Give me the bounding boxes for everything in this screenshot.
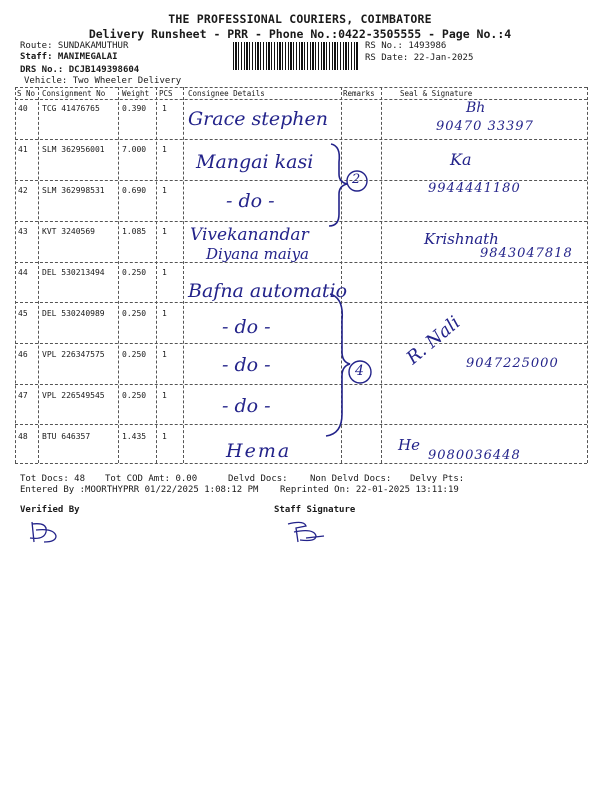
row-rule	[15, 302, 587, 303]
handwritten-phone: 9080036448	[428, 448, 521, 463]
signature-initials: He	[398, 436, 420, 454]
row-rule	[15, 139, 587, 140]
row-sno: 42	[18, 186, 28, 195]
staff-signature-icon	[284, 518, 328, 546]
rs-number: RS No.: 1493986	[365, 41, 447, 51]
signature-name: Krishnath	[424, 230, 499, 248]
table-header-rule	[15, 99, 587, 100]
row-pcs: 1	[162, 391, 167, 400]
grid-line	[156, 87, 157, 463]
table-bottom-rule	[15, 463, 587, 464]
row-pcs: 1	[162, 227, 167, 236]
verifier-signature-icon	[26, 518, 66, 546]
drs-barcode	[233, 42, 358, 70]
signature-initials: Bh	[466, 100, 486, 116]
signature-initials: Ka	[450, 150, 472, 169]
row-sno: 44	[18, 268, 28, 277]
row-weight: 7.000	[122, 145, 147, 154]
row-sno: 43	[18, 227, 28, 236]
row-rule	[15, 384, 587, 385]
row-consignment: SLM 362956001	[42, 145, 105, 154]
grid-line	[15, 87, 16, 463]
non-delivered-docs: Non Delvd Docs:	[310, 474, 392, 484]
row-consignment: DEL 530240989	[42, 309, 105, 318]
handwritten-consignee: Grace stephen	[188, 108, 329, 130]
grid-line	[183, 87, 184, 463]
row-pcs: 1	[162, 145, 167, 154]
handwritten-consignee: Hema	[226, 440, 292, 462]
col-header-consignment: Consignment No	[42, 89, 106, 98]
col-header-weight: Weight	[122, 89, 150, 98]
handwritten-consignee: - do -	[222, 354, 271, 376]
handwritten-consignee: Mangai kasi	[196, 151, 314, 173]
signature-name: R. Nali	[402, 312, 465, 369]
row-weight: 0.250	[122, 268, 147, 277]
handwritten-phone: 9047225000	[466, 356, 559, 371]
row-pcs: 1	[162, 432, 167, 441]
vehicle-label: Vehicle: Two Wheeler Delivery	[24, 76, 182, 86]
row-weight: 1.085	[122, 227, 147, 236]
route-label: Route: SUNDAKAMUTHUR	[20, 41, 129, 51]
row-consignment: VPL 226549545	[42, 391, 105, 400]
total-docs: Tot Docs: 48	[20, 474, 86, 484]
row-pcs: 1	[162, 104, 167, 113]
row-rule	[15, 221, 587, 222]
handwritten-consignee: Diyana maiya	[206, 245, 309, 263]
row-consignment: SLM 362998531	[42, 186, 105, 195]
company-title: THE PROFESSIONAL COURIERS, COIMBATORE	[168, 12, 432, 26]
row-consignment: VPL 226347575	[42, 350, 105, 359]
table-top-rule	[15, 87, 587, 88]
col-header-remarks: Remarks	[343, 89, 375, 98]
row-sno: 48	[18, 432, 28, 441]
col-header-signature: Seal & Signature	[400, 89, 473, 98]
handwritten-consignee: Bafna automatio	[188, 280, 348, 302]
reprinted-on: Reprinted On: 22-01-2025 13:11:19	[280, 485, 459, 495]
row-pcs: 1	[162, 309, 167, 318]
row-weight: 0.250	[122, 350, 147, 359]
handwritten-consignee: - do -	[226, 190, 275, 212]
verified-by-label: Verified By	[20, 505, 80, 515]
col-header-sno: S No	[17, 89, 36, 98]
staff-label: Staff: MANIMEGALAI	[20, 52, 118, 62]
row-consignment: DEL 530213494	[42, 268, 105, 277]
row-rule	[15, 343, 587, 344]
row-weight: 0.390	[122, 104, 147, 113]
row-weight: 1.435	[122, 432, 147, 441]
row-rule	[15, 424, 587, 425]
row-sno: 45	[18, 309, 28, 318]
handwritten-phone: 9944441180	[428, 181, 521, 196]
grid-line	[38, 87, 39, 463]
row-sno: 46	[18, 350, 28, 359]
handwritten-phone: 9843047818	[480, 246, 573, 261]
rs-date: RS Date: 22-Jan-2025	[365, 53, 474, 63]
row-consignment: TCG 41476765	[42, 104, 100, 113]
group-mark-number: 4	[355, 363, 364, 379]
runsheet-subtitle: Delivery Runsheet - PRR - Phone No.:0422-3505555 - Page No.:4	[88, 27, 512, 41]
row-consignment: BTU 646357	[42, 432, 91, 441]
delivered-docs: Delvd Docs:	[228, 474, 288, 484]
drs-number: DRS No.: DCJB149398604	[20, 65, 140, 75]
grid-line	[118, 87, 119, 463]
group-mark-number: 2	[352, 172, 361, 187]
row-pcs: 1	[162, 186, 167, 195]
row-pcs: 1	[162, 350, 167, 359]
row-pcs: 1	[162, 268, 167, 277]
row-consignment: KVT 3240569	[42, 227, 95, 236]
staff-signature-label: Staff Signature	[274, 505, 356, 515]
row-weight: 0.690	[122, 186, 147, 195]
handwritten-phone: 90470 33397	[436, 119, 534, 134]
handwritten-consignee: Vivekanandar	[190, 225, 309, 245]
grid-line	[587, 87, 588, 463]
handwritten-consignee: - do -	[222, 316, 271, 338]
row-sno: 47	[18, 391, 28, 400]
row-weight: 0.250	[122, 391, 147, 400]
grid-line	[381, 87, 382, 463]
total-cod-amount: Tot COD Amt: 0.00	[105, 474, 198, 484]
row-sno: 41	[18, 145, 28, 154]
entered-by: Entered By :MOORTHYPRR 01/22/2025 1:08:12 PM	[20, 485, 259, 495]
col-header-pcs: PCS	[159, 89, 173, 98]
col-header-consignee: Consignee Details	[188, 89, 265, 98]
handwritten-consignee: - do -	[222, 395, 271, 417]
row-sno: 40	[18, 104, 28, 113]
row-weight: 0.250	[122, 309, 147, 318]
delivery-points: Delvy Pts:	[410, 474, 465, 484]
